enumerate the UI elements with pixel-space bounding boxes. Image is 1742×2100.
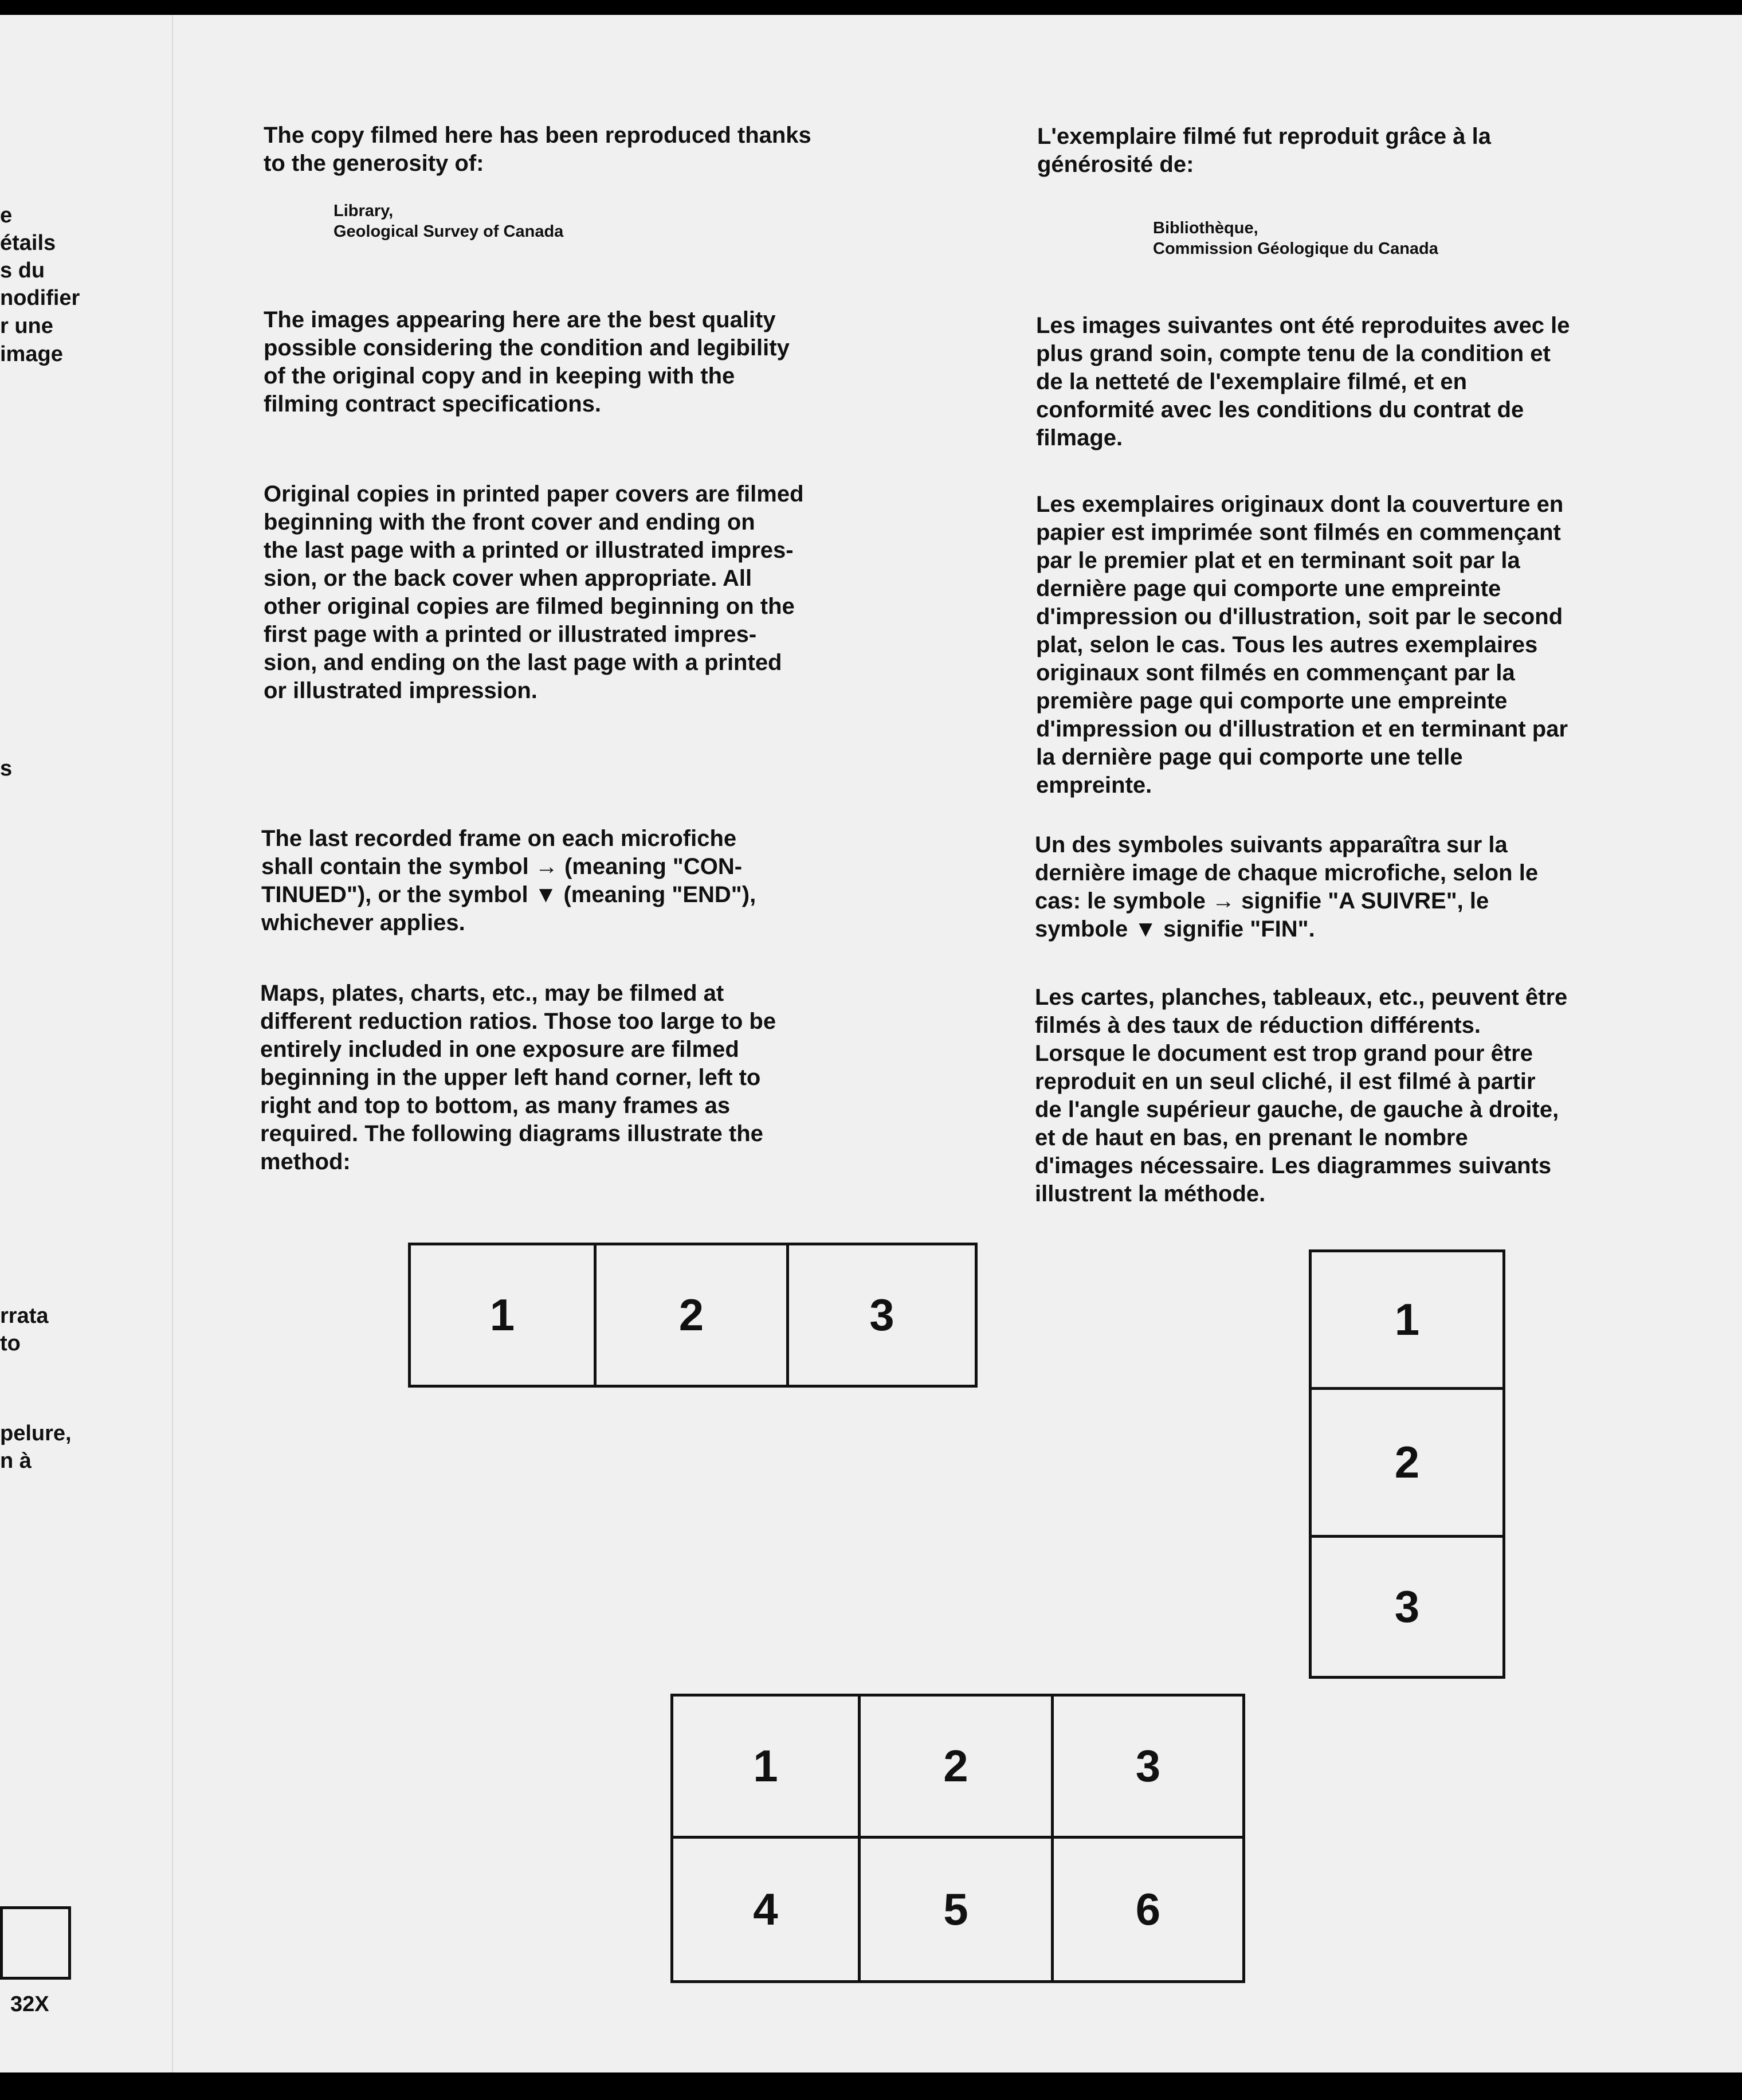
diagram-cell: 1 [411,1245,597,1385]
diagram-cell: 2 [861,1697,1054,1839]
diagram-cell: 2 [1312,1390,1502,1538]
left-fragment: étails [0,231,56,255]
page-gutter [172,15,173,2072]
resolution-target-square [0,1906,71,1980]
intro-en: The copy filmed here has been reproduced thanks to the generosity of: [264,123,811,176]
institution-en: Library, Geological Survey of Canada [334,202,564,241]
intro-fr: L'exemplaire filmé fut reproduit grâce à la générosité de: [1037,124,1491,177]
left-fragment: r une [0,314,53,338]
quality-en: The images appearing here are the best quality possible considering the condition and legibility of the original copy and in keeping with the filming contract specifications. [264,307,790,417]
diagram-grid [670,1694,1245,1983]
diagram-cell: 6 [1135,1883,1161,1934]
diagram-cell: 2 [597,1245,789,1385]
left-fragment: image [0,342,63,366]
institution-fr: Bibliothèque, Commission Géologique du Canada [1153,219,1438,258]
diagram-vertical [1309,1249,1505,1679]
maps-en: Maps, plates, charts, etc., may be filmed at different reduction ratios. Those too large to be entirely included in one exposure are filmed beginning in the upper left hand corner, left to right and top to bottom, as many frames as required. The following diagrams illustrate the method: [260,981,776,1174]
diagram-cell: 1 [1312,1252,1502,1390]
left-fragment: s du [0,258,45,283]
left-fragment: n à [0,1449,32,1473]
left-fragment: to [0,1331,21,1355]
diagram-horizontal [408,1243,978,1388]
originals-fr: Les exemplaires originaux dont la couverture en papier est imprimée sont filmés en commençant par le premier plat et en terminant soit par la dernière page qui comporte une empreinte d'impression ou d'illustration, soit par le second plat, selon le cas. Tous les autres exemplaires originaux sont filmés en commençant par la première page qui comporte une empreinte d'impression ou d'illustration et en terminant par la dernière page qui comporte une telle empreinte. [1036,492,1568,798]
diagram-cell: 4 [673,1839,861,1981]
left-fragment: e [0,203,13,228]
originals-en: Original copies in printed paper covers are filmed beginning with the front cover and ending on the last page with a printed or illustrated impres- sion, or the back cover when appropriate. All other original copies are filmed beginning on the first page with a printed or illustrated impres- sion, and ending on the last page with a printed or illustrated impression. [264,481,804,703]
diagram-cell: 3 [1054,1697,1242,1839]
symbols-en: The last recorded frame on each microfiche shall contain the symbol → (meaning "CON- TINUED"), or the symbol ▼ (meaning "END"), whichever applies. [261,826,756,935]
diagram-cell: 1 [673,1697,861,1839]
diagram-cell: 5 [861,1839,1054,1981]
left-fragment: rrata [0,1304,49,1328]
reduction-label: 32X [10,1992,49,2016]
symbols-fr: Un des symboles suivants apparaîtra sur la dernière image de chaque microfiche, selon le cas: le symbole → signifie "A SUIVRE", le symbole ▼ signifie "FIN". [1035,832,1539,942]
document-page [0,15,1742,2072]
left-fragment: s [0,757,13,781]
maps-fr: Les cartes, planches, tableaux, etc., peuvent être filmés à des taux de réduction différents. Lorsque le document est trop grand pour être reproduit en un seul cliché, il est filmé à partir de l'angle supérieur gauche, de gauche à droite, et de haut en bas, en prenant le nombre d'images nécessaire. Les diagrammes suivants illustrent la méthode. [1035,985,1568,1206]
diagram-cell: 3 [869,1290,894,1340]
diagram-cell: 3 [1394,1581,1420,1632]
quality-fr: Les images suivantes ont été reproduites avec le plus grand soin, compte tenu de la condition et de la netteté de l'exemplaire filmé, et en conformité avec les conditions du contrat de filmage. [1036,313,1570,450]
left-fragment: nodifier [0,286,80,310]
left-fragment: pelure, [0,1421,72,1445]
